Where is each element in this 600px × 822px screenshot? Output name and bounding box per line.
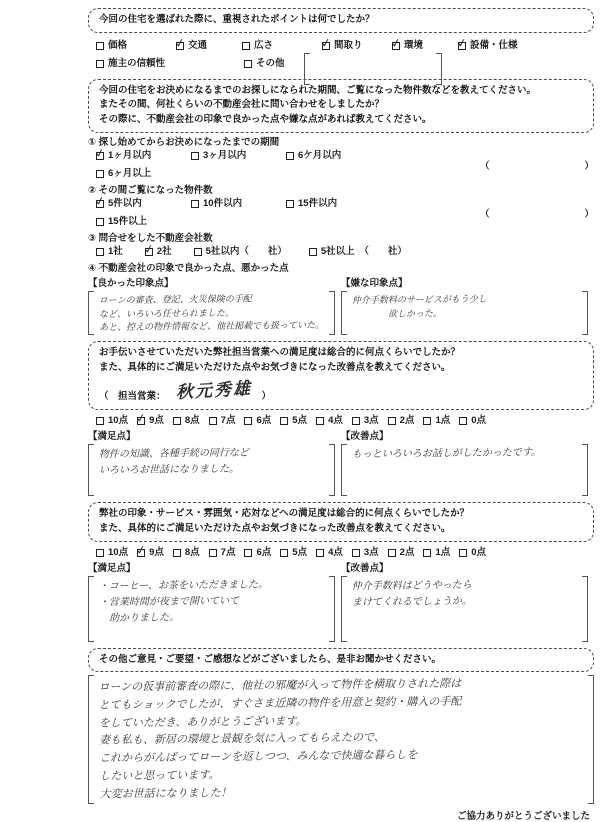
checkbox-icon[interactable] bbox=[96, 200, 104, 208]
checkbox-icon[interactable] bbox=[194, 248, 202, 256]
score-checkbox-option[interactable] bbox=[459, 414, 486, 428]
right-bracket bbox=[436, 53, 442, 85]
checkbox-icon[interactable] bbox=[392, 42, 400, 50]
checkbox-icon[interactable] bbox=[191, 152, 199, 160]
checkbox-icon[interactable] bbox=[388, 417, 396, 425]
checkbox-option[interactable] bbox=[286, 149, 381, 163]
checkbox-icon[interactable] bbox=[209, 417, 217, 425]
q4-improvement-handwriting bbox=[347, 574, 583, 642]
score-label: 9点 bbox=[149, 546, 164, 558]
checkbox-option[interactable] bbox=[191, 197, 286, 211]
handwritten-line: あと、控えの物件情報など、他社掲載でも扱っていた。 bbox=[99, 319, 325, 333]
other-answer-area[interactable] bbox=[304, 53, 442, 85]
checkbox-label: 価格 bbox=[108, 39, 128, 51]
checkbox-option[interactable] bbox=[194, 245, 287, 259]
score-label: 7点 bbox=[220, 546, 236, 558]
checkbox-icon[interactable] bbox=[322, 42, 330, 50]
q2-sub2-options bbox=[88, 197, 474, 229]
checkbox-label: 交通 bbox=[188, 39, 208, 51]
q3-improvement-handwriting bbox=[347, 443, 583, 497]
score-checkbox-option[interactable] bbox=[96, 414, 128, 428]
handwritten-line: まけてくれるでしょうか。 bbox=[351, 595, 472, 608]
score-checkbox-option[interactable] bbox=[388, 546, 415, 560]
score-checkbox-option[interactable] bbox=[96, 546, 128, 560]
checkbox-icon[interactable] bbox=[137, 549, 145, 557]
checkbox-icon[interactable] bbox=[173, 417, 181, 425]
q5-title: その他ご意見・ご要望・ご感想などがございましたら、是非お聞かせください。 bbox=[99, 653, 442, 665]
checkbox-label: 5件以内 bbox=[108, 197, 142, 209]
checkbox-icon[interactable] bbox=[96, 218, 104, 226]
checkbox-option[interactable] bbox=[96, 167, 191, 181]
score-checkbox-option[interactable] bbox=[137, 546, 164, 560]
q2-sub3-options bbox=[88, 245, 594, 259]
q4-score-options bbox=[88, 546, 594, 560]
q2-title-line: その際に、不動産会社の印象で良かった点や嫌な点があれば教えてください。 bbox=[99, 114, 432, 126]
checkbox-label: 5社以内（ 社） bbox=[205, 245, 287, 257]
checkbox-icon[interactable] bbox=[286, 200, 294, 208]
score-checkbox-option[interactable] bbox=[244, 546, 271, 560]
score-checkbox-option[interactable] bbox=[352, 414, 379, 428]
score-label: 1点 bbox=[435, 546, 451, 558]
q4-satisfaction-label: 【満足点】 bbox=[88, 562, 136, 574]
score-checkbox-option[interactable] bbox=[173, 414, 200, 428]
bad-impression-label: 【嫌な印象点】 bbox=[341, 277, 408, 289]
q2-title-line: またその間、何社くらいの不動産会社に問い合わせをしましたか？ bbox=[99, 99, 385, 111]
handwritten-line: ローンの審査、登記、火災保険の手配 bbox=[98, 293, 252, 306]
right-bracket bbox=[582, 444, 588, 496]
q3-satisfaction-label: 【満足点】 bbox=[88, 431, 136, 443]
good-impression-label: 【良かった印象点】 bbox=[88, 277, 174, 289]
checkbox-icon[interactable] bbox=[96, 549, 104, 557]
checkbox-icon[interactable] bbox=[316, 549, 324, 557]
checkbox-icon[interactable] bbox=[96, 152, 104, 160]
checkbox-option[interactable] bbox=[96, 149, 191, 163]
checkbox-icon[interactable] bbox=[459, 417, 467, 425]
checkbox-icon[interactable] bbox=[96, 248, 104, 256]
score-label: 2点 bbox=[399, 546, 415, 558]
handwritten-line: したいと思っています。 bbox=[99, 769, 220, 783]
free-comment-handwriting bbox=[93, 673, 588, 807]
score-label: 1点 bbox=[435, 415, 451, 427]
checkbox-option[interactable] bbox=[96, 245, 123, 259]
rep-name-handwriting[interactable]: 秋元秀雄 bbox=[175, 378, 252, 402]
handwritten-line: 妻も私も、新居の環境と景観を気に入ってもらえたので、 bbox=[98, 732, 385, 748]
score-label: 2点 bbox=[399, 415, 415, 427]
score-label: 3点 bbox=[363, 415, 379, 427]
q2-sub4-label: ④ 不動産会社の印象で良かった点、悪かった点 bbox=[88, 262, 289, 274]
checkbox-label: 6ヶ月以上 bbox=[108, 167, 152, 179]
right-bracket bbox=[329, 576, 335, 642]
handwritten-line: 大変お世話になりました！ bbox=[99, 787, 232, 801]
thank-you-note: ご協力ありがとうございました bbox=[456, 811, 590, 822]
checkbox-icon[interactable] bbox=[459, 549, 467, 557]
handwritten-line: 仲介手数料のサービスがもう少し bbox=[351, 293, 487, 306]
checkbox-option[interactable] bbox=[96, 197, 191, 211]
checkbox-option[interactable] bbox=[322, 39, 392, 53]
score-label: 4点 bbox=[328, 415, 343, 427]
score-checkbox-option[interactable] bbox=[280, 546, 307, 560]
checkbox-icon[interactable] bbox=[244, 549, 252, 557]
checkbox-option[interactable] bbox=[145, 245, 172, 259]
checkbox-icon[interactable] bbox=[96, 60, 104, 68]
q4-question-box bbox=[88, 502, 594, 541]
score-checkbox-option[interactable] bbox=[423, 414, 450, 428]
q2-sub1-options bbox=[88, 149, 474, 181]
handwritten-line: これからがんばってローンを返しつつ、みんなで快適な暮らしを bbox=[99, 749, 418, 766]
right-bracket bbox=[588, 675, 594, 804]
free-comment-area bbox=[88, 675, 594, 804]
score-label: 7点 bbox=[220, 415, 236, 427]
q4-satisfaction-handwriting bbox=[94, 574, 330, 642]
handwritten-line: 物件の知識、各種手続の同行など bbox=[98, 447, 249, 461]
score-checkbox-option[interactable] bbox=[459, 546, 486, 560]
q3-title bbox=[99, 346, 583, 375]
checkbox-label: 間取り bbox=[334, 39, 363, 51]
score-checkbox-option[interactable] bbox=[280, 414, 307, 428]
score-checkbox-option[interactable] bbox=[316, 546, 343, 560]
score-checkbox-option[interactable] bbox=[244, 414, 271, 428]
checkbox-option[interactable] bbox=[176, 39, 242, 53]
q2-sub2-label: ② その間ご覧になった物件数 bbox=[88, 184, 213, 196]
q3-title-line: また、具体的にご満足いただけた点やお気づきになった改善点を教えてください。 bbox=[99, 362, 451, 374]
handwritten-line: もっといろいろお話しがしたかったです。 bbox=[351, 447, 542, 461]
q4-improvement-column bbox=[341, 562, 594, 642]
checkbox-label: 環境 bbox=[404, 39, 424, 51]
q1-title: 今回の住宅を選ばれた際に、重視されたポイントは何でしたか？ bbox=[99, 14, 375, 25]
q4-title-line: 弊社の印象・サービス・雰囲気・応対などへの満足度は総合的に何点くらいでしたか？ bbox=[99, 508, 470, 520]
q3-score-options bbox=[88, 414, 594, 428]
score-label: 0点 bbox=[471, 415, 487, 427]
checkbox-option[interactable] bbox=[191, 149, 286, 163]
checkbox-icon[interactable] bbox=[352, 549, 360, 557]
bad-impression-column bbox=[341, 277, 594, 336]
score-label: 5点 bbox=[292, 546, 308, 558]
q2-sub3-label: ③ 問合せをした不動産会社数 bbox=[88, 232, 213, 244]
checkbox-label: 1社 bbox=[108, 245, 123, 257]
handwritten-line: 欲しかった。 bbox=[351, 307, 443, 319]
checkbox-icon[interactable] bbox=[96, 417, 104, 425]
q5-question-box bbox=[88, 648, 594, 673]
checkbox-icon[interactable] bbox=[286, 152, 294, 160]
q2-title-line: 今回の住宅をお決めになるまでのお探しになられた期間、ご覧になった物件数などを教えてください。 bbox=[99, 84, 537, 96]
score-label: 10点 bbox=[108, 415, 129, 427]
checkbox-option[interactable] bbox=[309, 245, 407, 259]
checkbox-icon[interactable] bbox=[316, 417, 324, 425]
checkbox-label: 6ケ月以内 bbox=[298, 149, 342, 161]
score-label: 3点 bbox=[363, 546, 379, 558]
checkbox-icon[interactable] bbox=[280, 549, 288, 557]
right-bracket bbox=[582, 576, 588, 642]
q2-sub2-free-entry[interactable]: （ ） bbox=[479, 208, 594, 220]
right-bracket bbox=[329, 291, 335, 336]
q3-improvement-column bbox=[341, 430, 594, 496]
checkbox-icon[interactable] bbox=[280, 417, 288, 425]
checkbox-icon[interactable] bbox=[309, 248, 317, 256]
checkbox-label: 15件以内 bbox=[298, 197, 338, 209]
good-impression-handwriting bbox=[94, 290, 329, 337]
score-checkbox-option[interactable] bbox=[173, 546, 200, 560]
checkbox-icon[interactable] bbox=[137, 417, 145, 425]
rep-field-suffix: ） bbox=[261, 391, 272, 403]
score-checkbox-option[interactable] bbox=[316, 414, 343, 428]
q1-options bbox=[88, 39, 594, 71]
checkbox-icon[interactable] bbox=[173, 549, 181, 557]
survey-form bbox=[88, 0, 594, 822]
handwritten-line: 助かりました。 bbox=[99, 611, 180, 624]
score-checkbox-option[interactable] bbox=[352, 546, 379, 560]
checkbox-option[interactable] bbox=[96, 57, 244, 71]
checkbox-icon[interactable] bbox=[458, 42, 466, 50]
q2-question-box bbox=[88, 79, 594, 133]
handwritten-line: とてもショックでしたが、すぐさま近隣の物件を用意と契約・購入の手配 bbox=[98, 695, 462, 712]
checkbox-option[interactable] bbox=[96, 39, 176, 53]
checkbox-option[interactable] bbox=[392, 39, 458, 53]
handwritten-line: いろいろお世話になりました。 bbox=[98, 463, 240, 477]
rep-field-prefix: （ 担当営業： bbox=[99, 391, 166, 403]
checkbox-option[interactable] bbox=[242, 39, 322, 53]
checkbox-icon[interactable] bbox=[352, 417, 360, 425]
checkbox-icon[interactable] bbox=[176, 42, 184, 50]
checkbox-icon[interactable] bbox=[96, 170, 104, 178]
q4-title-line: また、具体的にご満足いただけた点やお気づきになった改善点を教えてください。 bbox=[99, 522, 451, 534]
q4-improvement-label: 【改善点】 bbox=[341, 562, 389, 574]
right-bracket bbox=[582, 291, 588, 335]
handwritten-line: ・コーヒー、お茶をいただきました。 bbox=[98, 579, 269, 592]
checkbox-icon[interactable] bbox=[96, 42, 104, 50]
checkbox-label: 設備・仕様 bbox=[470, 39, 518, 51]
checkbox-icon[interactable] bbox=[388, 549, 396, 557]
checkbox-option[interactable] bbox=[244, 57, 304, 71]
good-impression-column bbox=[88, 277, 341, 336]
checkbox-icon[interactable] bbox=[145, 248, 153, 256]
score-label: 4点 bbox=[328, 546, 343, 558]
checkbox-icon[interactable] bbox=[423, 549, 431, 557]
checkbox-option[interactable] bbox=[286, 197, 381, 211]
checkbox-label: 広さ bbox=[254, 39, 274, 51]
handwritten-line: ・営業時間が夜まで開いていて bbox=[98, 595, 239, 608]
score-label: 6点 bbox=[256, 415, 272, 427]
checkbox-label: 2社 bbox=[156, 245, 172, 257]
checkbox-option[interactable] bbox=[96, 215, 191, 229]
score-label: 8点 bbox=[184, 546, 200, 558]
q4-satisfaction-column bbox=[88, 562, 341, 642]
q3-question-box bbox=[88, 341, 594, 410]
score-label: 10点 bbox=[108, 546, 129, 558]
score-label: 9点 bbox=[149, 415, 164, 427]
score-label: 8点 bbox=[184, 415, 200, 427]
left-bracket bbox=[304, 53, 310, 85]
checkbox-icon[interactable] bbox=[209, 549, 217, 557]
checkbox-label: その他 bbox=[256, 57, 285, 69]
handwritten-line: ローンの仮事前審査の際に、他社の邪魔が入って物件を横取りされた際は bbox=[98, 678, 462, 694]
checkbox-icon[interactable] bbox=[191, 200, 199, 208]
q3-improvement-label: 【改善点】 bbox=[341, 431, 389, 443]
score-checkbox-option[interactable] bbox=[209, 414, 236, 428]
q3-satisfaction-handwriting bbox=[94, 443, 330, 497]
checkbox-icon[interactable] bbox=[242, 42, 250, 50]
q1-question-box bbox=[88, 8, 594, 33]
score-checkbox-option[interactable] bbox=[137, 414, 164, 428]
checkbox-icon[interactable] bbox=[244, 60, 252, 68]
q3-satisfaction-column bbox=[88, 430, 341, 496]
checkbox-option[interactable] bbox=[458, 39, 568, 53]
handwritten-line: など、いろいろ任せられました。 bbox=[98, 307, 235, 319]
score-label: 0点 bbox=[471, 546, 487, 558]
checkbox-label: 1ヶ月以内 bbox=[108, 149, 152, 161]
handwritten-line: 仲介手数料はどうやったら bbox=[351, 579, 472, 592]
handwritten-line: をしていただき、ありがとうございます。 bbox=[98, 715, 307, 730]
score-label: 6点 bbox=[256, 546, 272, 558]
checkbox-label: 3ヶ月以内 bbox=[203, 149, 247, 161]
right-bracket bbox=[329, 444, 335, 496]
checkbox-icon[interactable] bbox=[244, 417, 252, 425]
checkbox-icon[interactable] bbox=[423, 417, 431, 425]
bad-impression-handwriting bbox=[347, 290, 582, 336]
q2-sub1-free-entry[interactable]: （ ） bbox=[479, 160, 594, 172]
q3-title-line: お手伝いさせていただいた弊社担当営業への満足度は総合的に何点くらいでしたか？ bbox=[99, 347, 461, 359]
checkbox-label: 5社以上 （ 社） bbox=[320, 245, 407, 257]
checkbox-label: 15件以上 bbox=[108, 215, 148, 227]
checkbox-label: 施主の信頼性 bbox=[108, 57, 166, 69]
score-checkbox-option[interactable] bbox=[423, 546, 450, 560]
score-checkbox-option[interactable] bbox=[388, 414, 415, 428]
q2-sub1-label: ① 探し始めてからお決めになったまでの期間 bbox=[88, 136, 280, 148]
score-label: 5点 bbox=[292, 415, 308, 427]
checkbox-label: 10件以内 bbox=[203, 197, 243, 209]
score-checkbox-option[interactable] bbox=[209, 546, 236, 560]
